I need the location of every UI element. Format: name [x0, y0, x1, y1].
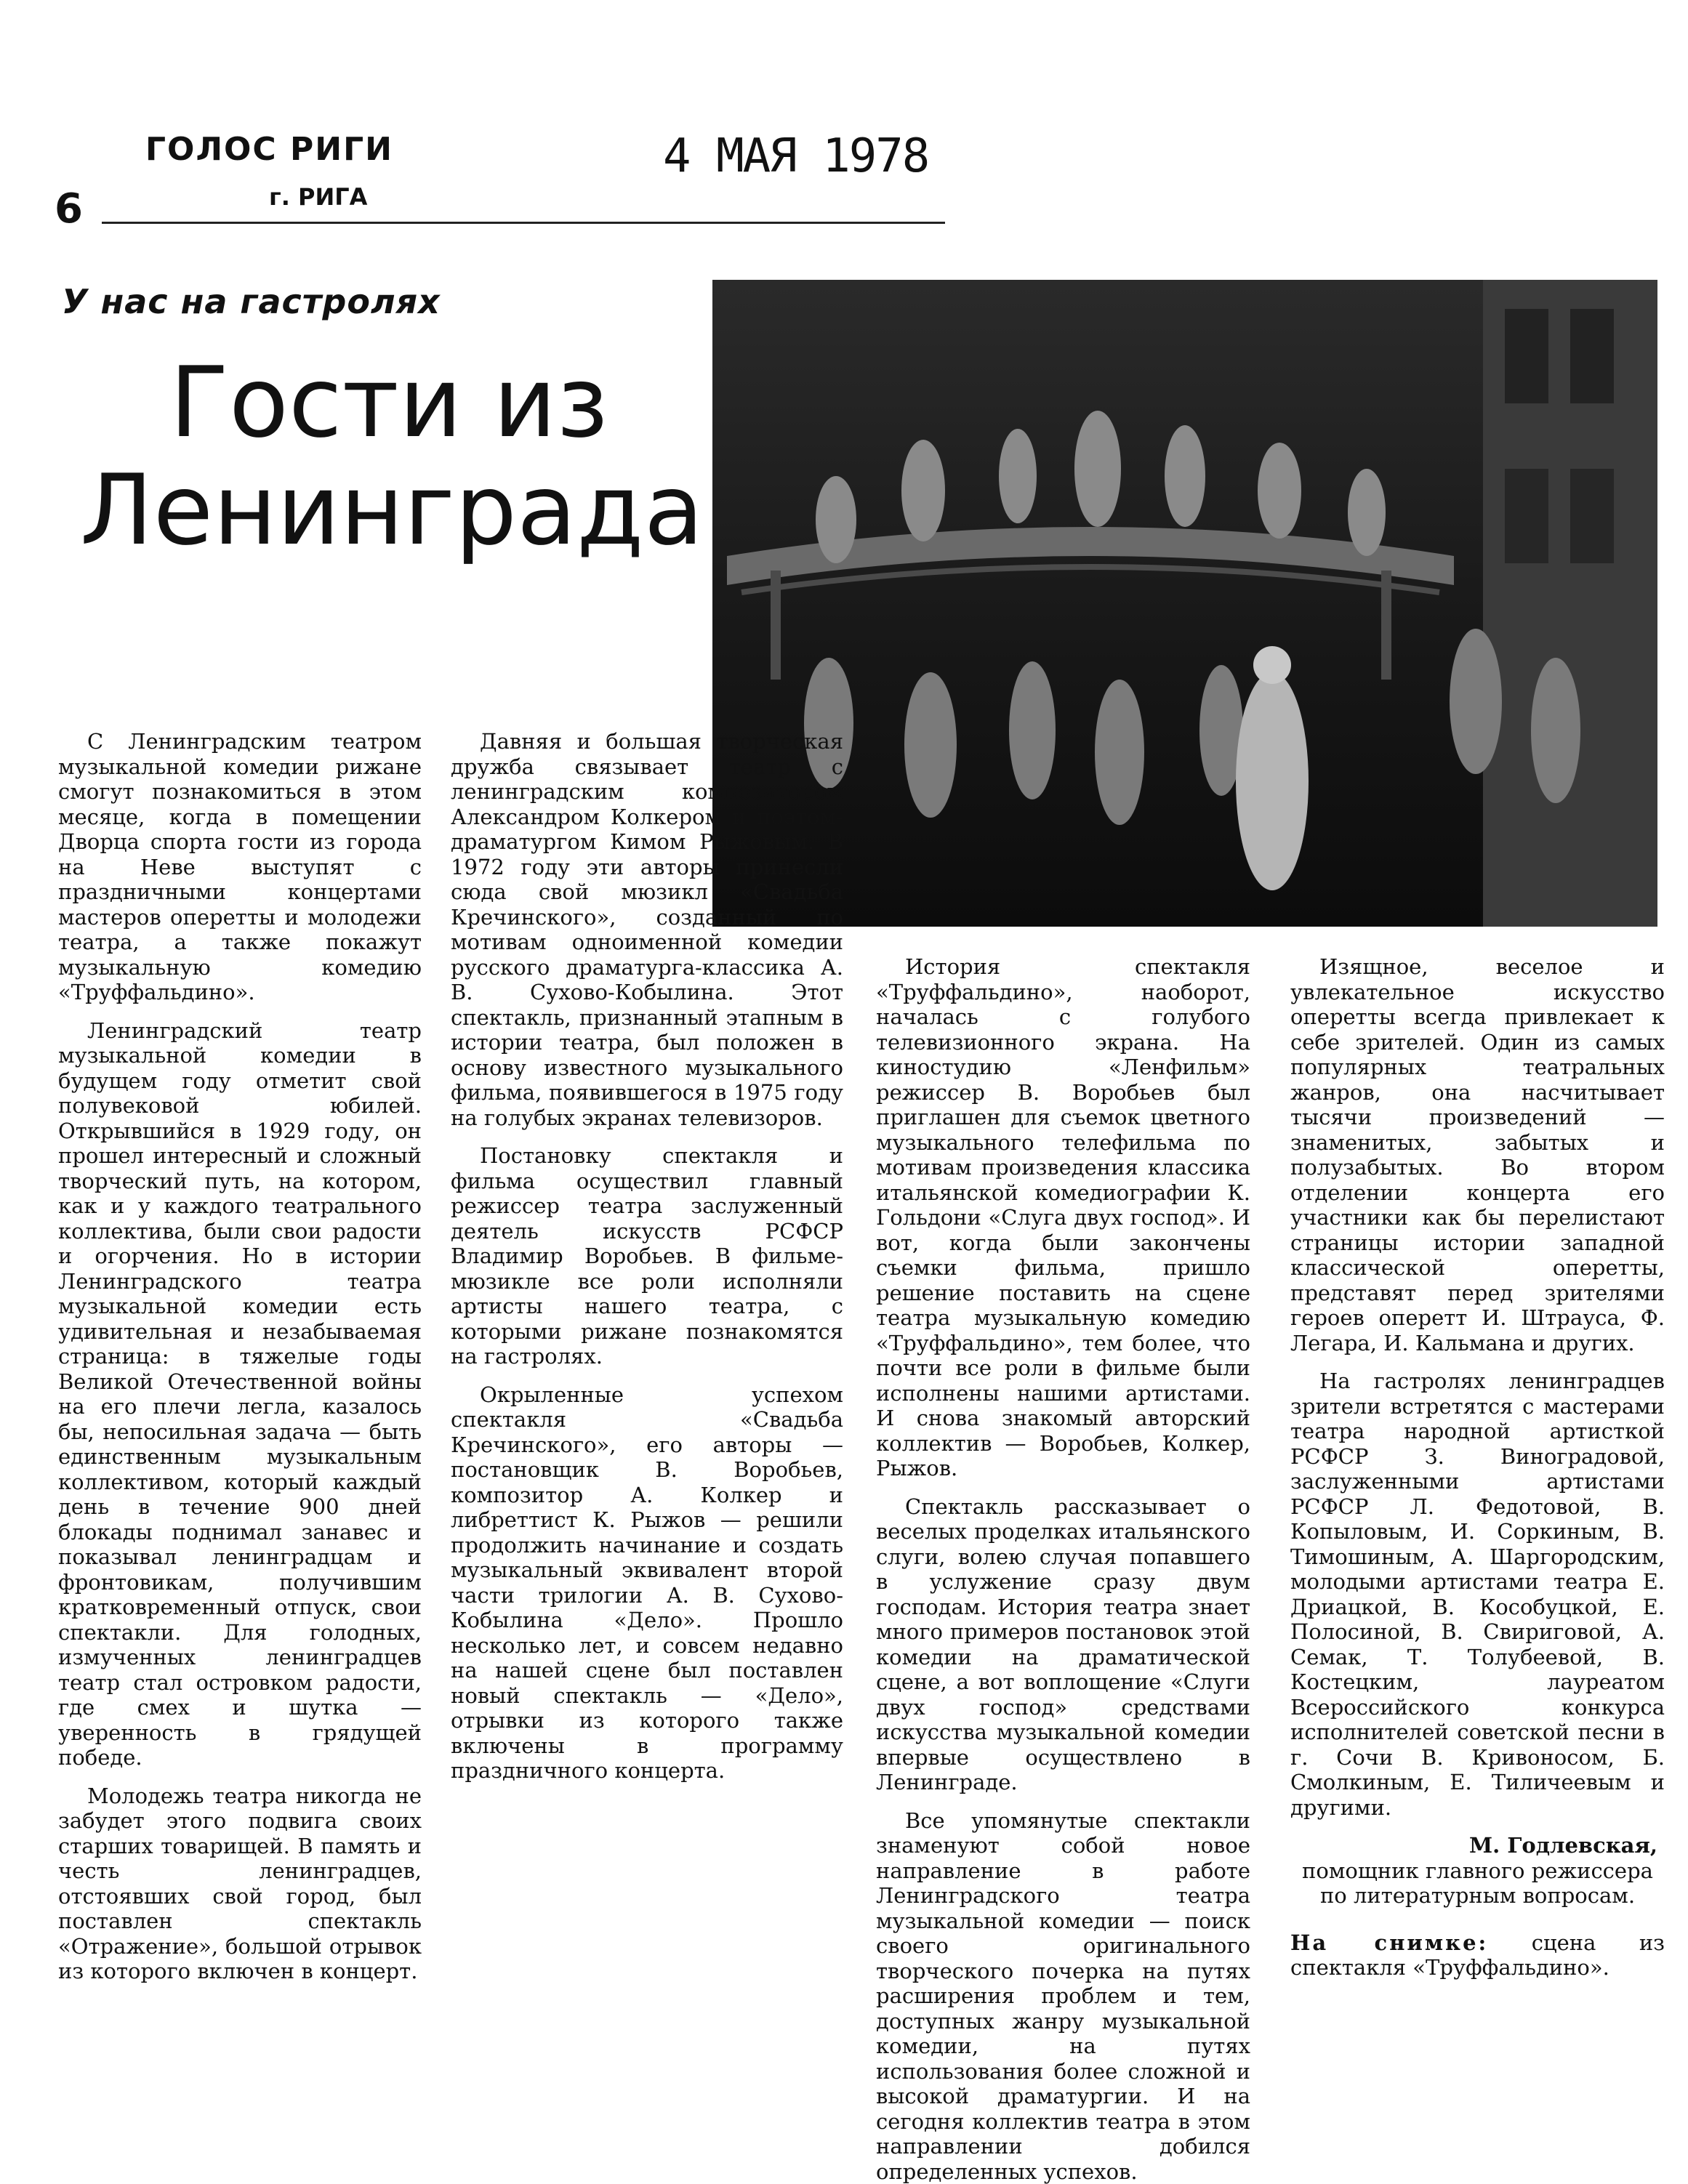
caption-text: сцена из спектакля «Труффальдино». — [1290, 1930, 1665, 1980]
article-paragraph: Окрыленные успехом спектакля «Свадьба Кречинского», его авторы — постановщик В. Воробьев, композитор А. Колкер и либреттист К. Рыжов — решили продолжить начинание и создать музыкальный эквивалент второй части трилогии А. В. Сухово-Кобылина «Дело». Прошло несколько лет, и совсем недавно на нашей сцене был поставлен новый спектакль — «Дело», отрывки из которого также включены в программу праздничного концерта. — [451, 1382, 843, 1784]
author-name: М. Годлевская, — [1290, 1833, 1657, 1858]
article-paragraph: Спектакль рассказывает о веселых проделках итальянского слуги, волею случая попавшего в услужение сразу двум господам. История театра знает много примеров постановок этой комедии на драматической сцене, а вот воплощение «Слуги двух господ» средствами искусства музыкальной комедии впервые осуществлено в Ленинграде. — [876, 1494, 1250, 1795]
article-column-1 — [58, 729, 422, 2030]
article-column-2 — [451, 729, 843, 2030]
caption-lead: На снимке: — [1290, 1930, 1488, 1955]
article-headline: Гости из Ленинграда — [80, 349, 698, 564]
article-paragraph: Молодежь театра никогда не забудет этого подвига своих старших товарищей. В память и честь ленинградцев, отстоявших свой город, был поставлен спектакль «Отражение», большой отрывок из которого включен в концерт. — [58, 1784, 422, 1984]
article-paragraph: Изящное, веселое и увлекательное искусство оперетты всегда привлекает к себе зрителей. Один из самых популярных театральных жанров, она насчитывает тысячи произведений — знаменитых, забытых и полузабытых. Во втором отделении концерта его участники как бы перелистают страницы истории западной классической оперетты, представят перед зрителями героев оперетт И. Штрауса, Ф. Легара, И. Кальмана и других. — [1290, 954, 1665, 1355]
article-paragraph: На гастролях ленинградцев зрители встретятся с мастерами театра народной артисткой РСФСР З. Виноградовой, заслуженными артистами РСФСР Л. Федотовой, В. Копыловым, И. Соркиным, В. Тимошиным, А. Шаргородским, молодыми артистами театра Е. Дриацкой, В. Кособуцкой, Е. Полосиной, В. Свириговой, А. Семак, Т. Толубеевой, В. Костецким, лауреатом Всероссийского конкурса исполнителей советской песни в г. Сочи В. Кривоносом, Б. Смолкиным, Е. Тиличеевым и другими. — [1290, 1369, 1665, 1820]
stage-photo-image — [712, 280, 1657, 927]
article-paragraph: С Ленинградским театром музыкальной комедии рижане смогут познакомиться в этом месяце, когда в помещении Дворца спорта гости из города на Неве выступят с праздничными концертами мастеров оперетты и молодежи театра, а также покажут музыкальную комедию «Труффальдино». — [58, 729, 422, 1005]
newspaper-city: г. РИГА — [269, 183, 367, 211]
article-paragraph: Все упомянутые спектакли знаменуют собой новое направление в работе Ленинградского театра музыкальной комедии — поиск своего оригинального творческого почерка на путях расширения проблем и тем, доступных жанру музыкальной комедии, на путях использования более сложной и высокой драматургии. И на сегодня коллектив театра в этом направлении добился определенных успехов. — [876, 1808, 1250, 2184]
photo-caption — [1290, 1930, 1665, 1980]
article-rubric: У нас на гастролях — [62, 282, 441, 321]
author-role: помощник главного режиссера по литературным вопросам. — [1290, 1858, 1665, 1909]
page-number: 6 — [55, 185, 83, 233]
masthead-rule — [102, 222, 945, 224]
newspaper-name: ГОЛОС РИГИ — [145, 131, 393, 168]
article-paragraph: История спектакля «Труффальдино», наоборот, началась с голубого телевизионного экрана. На киностудию «Ленфильм» режиссер В. Воробьев был приглашен для съемок цветного музыкального телефильма по мотивам произведения классика итальянской комедиографии К. Гольдони «Слуга двух господ». И вот, когда были закончены съемки фильма, пришло решение поставить на сцене театра музыкальную комедию «Труффальдино», тем более, что почти все роли в фильме были исполнены нашими артистами. И снова знакомый авторский коллектив — Воробьев, Колкер, Рыжов. — [876, 954, 1250, 1481]
issue-date: 4 МАЯ 1978 — [663, 129, 928, 183]
article-column-3 — [876, 954, 1250, 2030]
article-paragraph: Ленинградский театр музыкальной комедии в будущем году отметит свой полувековой юбилей. Открывшийся в 1929 году, он прошел интересный и сложный творческий путь, на котором, как и у каждого театрального коллектива, были свои радости и огорчения. Но в истории Ленинградского театра музыкальной комедии есть удивительная и незабываемая страница: в тяжелые годы Великой Отечественной войны на его плечи легла, казалось бы, непосильная задача — быть единственным музыкальным коллективом, который каждый день в течение 900 дней блокады поднимал занавес и показывал ленинградцам и фронтовикам, получившим кратковременный отпуск, свои спектакли. Для голодных, измученных ленинградцев театр стал островком радости, где смех и шутка — уверенность в грядущей победе. — [58, 1018, 422, 1770]
article-column-4 — [1290, 954, 1665, 2030]
stage-photo — [712, 280, 1657, 927]
article-paragraph: Давняя и большая творческая дружба связывает театр с ленинградским композитором Александром Колкером и поэтом-драматургом Кимом Рыжовым. В 1972 году эти авторы принесли сюда свой мюзикл «Свадьба Кречинского», созданный по мотивам одноименной комедии русского драматурга-классика А. В. Сухово-Кобылина. Этот спектакль, признанный этапным в истории театра, был положен в основу известного музыкального фильма, появившегося в 1975 году на голубых экранах телевизоров. — [451, 729, 843, 1130]
article-paragraph: Постановку спектакля и фильма осуществил главный режиссер театра заслуженный деятель искусств РСФСР Владимир Воробьев. В фильме-мюзикле все роли исполняли артисты нашего театра, с которыми рижане познакомятся на гастролях. — [451, 1143, 843, 1369]
